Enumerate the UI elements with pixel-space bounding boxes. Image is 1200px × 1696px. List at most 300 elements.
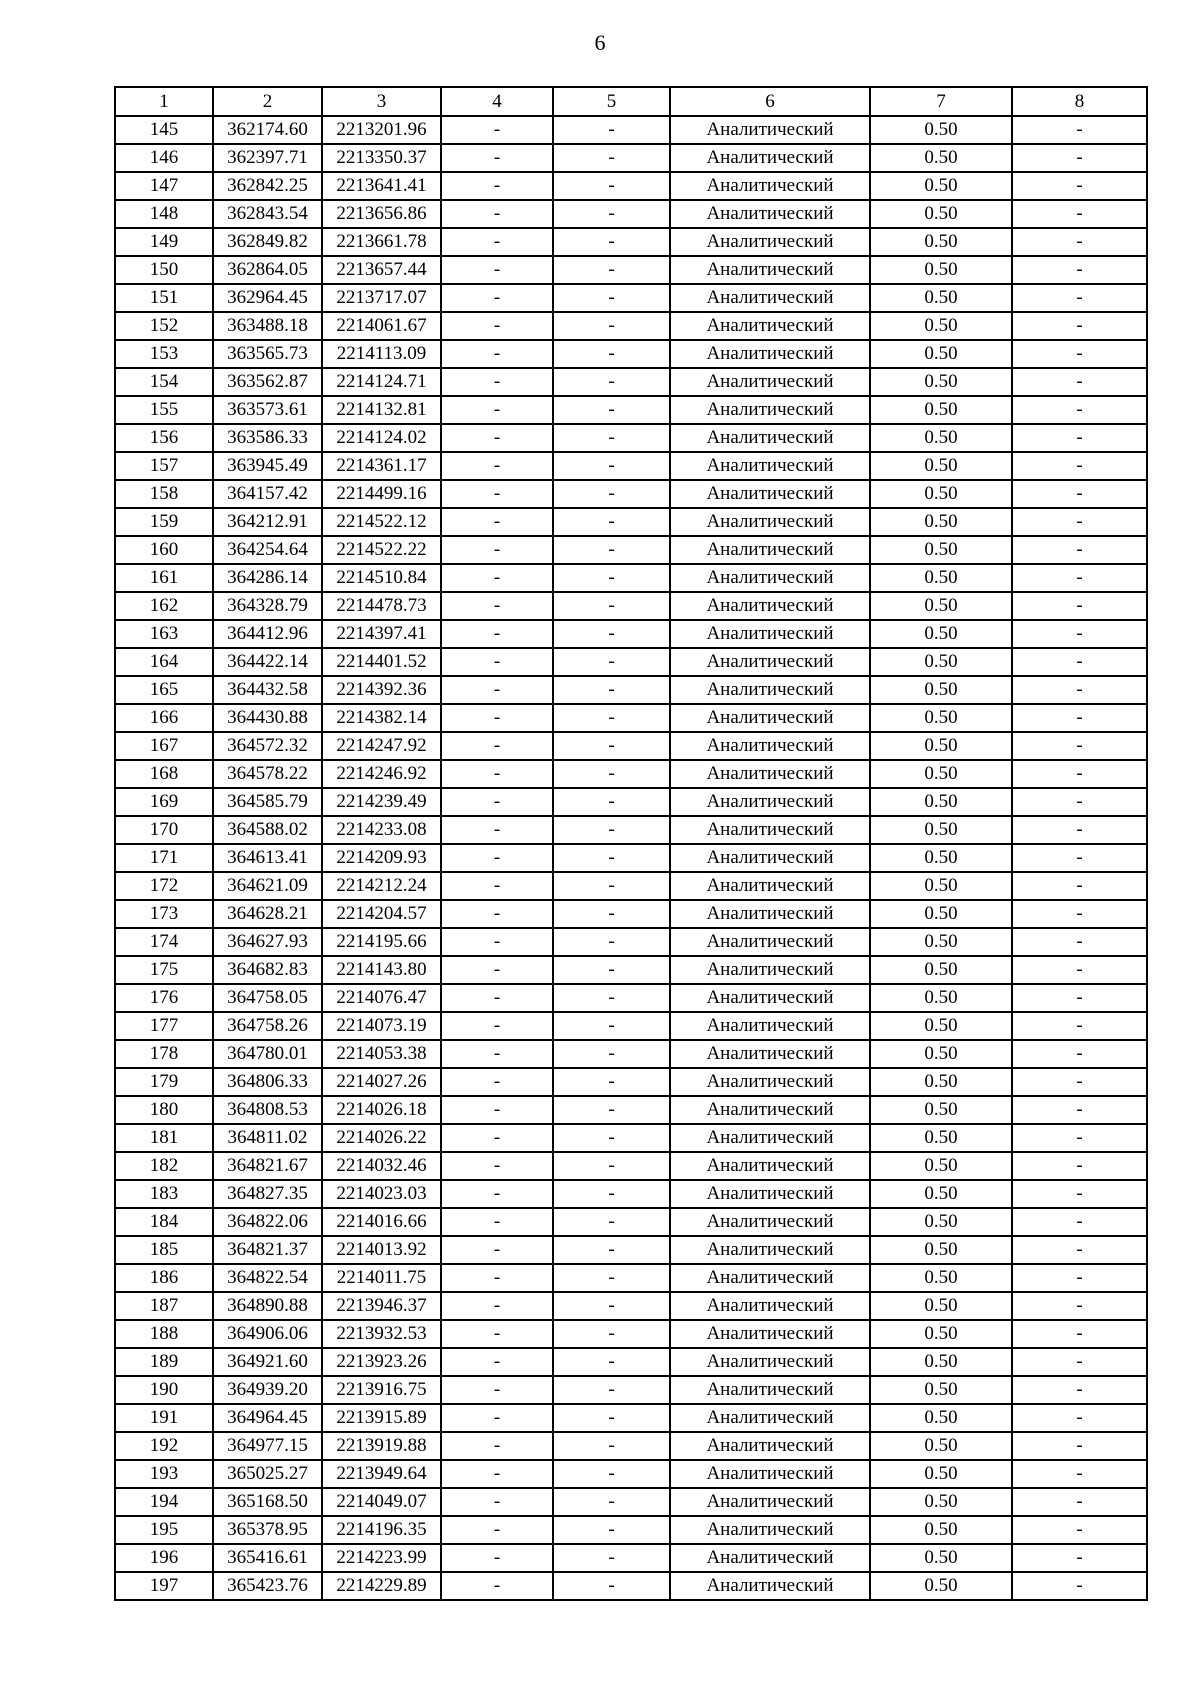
table-row (115, 1376, 1147, 1404)
cell-y-coordinate: 2214522.22 (322, 536, 441, 564)
cell-method: Аналитический (670, 1208, 870, 1236)
cell-col-5: - (553, 1236, 670, 1264)
cell-point-number: 161 (115, 564, 213, 592)
cell-point-number: 197 (115, 1572, 213, 1600)
cell-col-5: - (553, 1544, 670, 1572)
cell-method: Аналитический (670, 200, 870, 228)
table-row (115, 340, 1147, 368)
table-row (115, 1012, 1147, 1040)
cell-accuracy: 0.50 (870, 536, 1012, 564)
cell-col-4: - (441, 1404, 553, 1432)
cell-y-coordinate: 2213661.78 (322, 228, 441, 256)
cell-col-8: - (1012, 144, 1147, 172)
table-row (115, 144, 1147, 172)
cell-col-4: - (441, 144, 553, 172)
cell-col-4: - (441, 256, 553, 284)
table-row (115, 676, 1147, 704)
cell-y-coordinate: 2214053.38 (322, 1040, 441, 1068)
cell-col-5: - (553, 956, 670, 984)
cell-col-5: - (553, 396, 670, 424)
cell-y-coordinate: 2213656.86 (322, 200, 441, 228)
cell-col-5: - (553, 144, 670, 172)
cell-y-coordinate: 2214124.71 (322, 368, 441, 396)
cell-x-coordinate: 364758.05 (213, 984, 322, 1012)
cell-accuracy: 0.50 (870, 312, 1012, 340)
cell-col-8: - (1012, 116, 1147, 144)
cell-accuracy: 0.50 (870, 900, 1012, 928)
cell-col-8: - (1012, 1012, 1147, 1040)
cell-col-4: - (441, 200, 553, 228)
cell-x-coordinate: 364827.35 (213, 1180, 322, 1208)
cell-col-5: - (553, 116, 670, 144)
cell-col-4: - (441, 480, 553, 508)
cell-method: Аналитический (670, 1012, 870, 1040)
cell-x-coordinate: 364806.33 (213, 1068, 322, 1096)
cell-y-coordinate: 2214361.17 (322, 452, 441, 480)
cell-col-4: - (441, 1040, 553, 1068)
cell-y-coordinate: 2214073.19 (322, 1012, 441, 1040)
cell-accuracy: 0.50 (870, 396, 1012, 424)
cell-y-coordinate: 2214233.08 (322, 816, 441, 844)
cell-x-coordinate: 364578.22 (213, 760, 322, 788)
cell-method: Аналитический (670, 620, 870, 648)
cell-method: Аналитический (670, 1068, 870, 1096)
cell-accuracy: 0.50 (870, 480, 1012, 508)
cell-col-8: - (1012, 564, 1147, 592)
cell-accuracy: 0.50 (870, 648, 1012, 676)
cell-accuracy: 0.50 (870, 1208, 1012, 1236)
cell-col-8: - (1012, 1516, 1147, 1544)
cell-x-coordinate: 364613.41 (213, 844, 322, 872)
table-row (115, 1208, 1147, 1236)
cell-col-8: - (1012, 452, 1147, 480)
cell-method: Аналитический (670, 256, 870, 284)
cell-point-number: 164 (115, 648, 213, 676)
cell-method: Аналитический (670, 340, 870, 368)
cell-method: Аналитический (670, 1236, 870, 1264)
cell-y-coordinate: 2214478.73 (322, 592, 441, 620)
cell-point-number: 154 (115, 368, 213, 396)
cell-x-coordinate: 364822.06 (213, 1208, 322, 1236)
cell-col-5: - (553, 872, 670, 900)
cell-col-5: - (553, 480, 670, 508)
table-row (115, 508, 1147, 536)
cell-col-8: - (1012, 900, 1147, 928)
cell-col-4: - (441, 368, 553, 396)
column-header: 7 (870, 87, 1012, 116)
cell-col-4: - (441, 1572, 553, 1600)
cell-y-coordinate: 2214132.81 (322, 396, 441, 424)
cell-y-coordinate: 2214011.75 (322, 1264, 441, 1292)
cell-method: Аналитический (670, 1040, 870, 1068)
cell-x-coordinate: 364811.02 (213, 1124, 322, 1152)
table-row (115, 1096, 1147, 1124)
cell-method: Аналитический (670, 508, 870, 536)
cell-col-8: - (1012, 1432, 1147, 1460)
cell-x-coordinate: 365025.27 (213, 1460, 322, 1488)
cell-col-5: - (553, 508, 670, 536)
cell-y-coordinate: 2213946.37 (322, 1292, 441, 1320)
cell-y-coordinate: 2214397.41 (322, 620, 441, 648)
cell-col-8: - (1012, 788, 1147, 816)
cell-method: Аналитический (670, 536, 870, 564)
cell-point-number: 183 (115, 1180, 213, 1208)
cell-y-coordinate: 2214209.93 (322, 844, 441, 872)
column-header: 2 (213, 87, 322, 116)
cell-col-4: - (441, 564, 553, 592)
cell-y-coordinate: 2214196.35 (322, 1516, 441, 1544)
cell-point-number: 180 (115, 1096, 213, 1124)
cell-y-coordinate: 2214239.49 (322, 788, 441, 816)
cell-method: Аналитический (670, 564, 870, 592)
cell-x-coordinate: 364585.79 (213, 788, 322, 816)
cell-y-coordinate: 2213350.37 (322, 144, 441, 172)
table-row (115, 1236, 1147, 1264)
cell-col-8: - (1012, 1264, 1147, 1292)
cell-accuracy: 0.50 (870, 1320, 1012, 1348)
cell-point-number: 153 (115, 340, 213, 368)
cell-col-8: - (1012, 200, 1147, 228)
cell-method: Аналитический (670, 592, 870, 620)
table-row (115, 1040, 1147, 1068)
cell-y-coordinate: 2214023.03 (322, 1180, 441, 1208)
cell-method: Аналитический (670, 732, 870, 760)
cell-x-coordinate: 364254.64 (213, 536, 322, 564)
cell-point-number: 157 (115, 452, 213, 480)
cell-col-4: - (441, 1124, 553, 1152)
cell-col-8: - (1012, 1236, 1147, 1264)
table-row (115, 1432, 1147, 1460)
cell-point-number: 189 (115, 1348, 213, 1376)
cell-col-5: - (553, 1348, 670, 1376)
cell-x-coordinate: 364157.42 (213, 480, 322, 508)
cell-col-5: - (553, 732, 670, 760)
cell-accuracy: 0.50 (870, 732, 1012, 760)
cell-col-4: - (441, 536, 553, 564)
table-row (115, 956, 1147, 984)
cell-col-4: - (441, 396, 553, 424)
cell-col-4: - (441, 704, 553, 732)
cell-x-coordinate: 364572.32 (213, 732, 322, 760)
cell-col-4: - (441, 648, 553, 676)
cell-col-5: - (553, 1292, 670, 1320)
cell-x-coordinate: 363488.18 (213, 312, 322, 340)
cell-col-8: - (1012, 256, 1147, 284)
cell-col-4: - (441, 620, 553, 648)
cell-point-number: 174 (115, 928, 213, 956)
cell-accuracy: 0.50 (870, 928, 1012, 956)
cell-col-4: - (441, 760, 553, 788)
cell-col-8: - (1012, 872, 1147, 900)
cell-point-number: 176 (115, 984, 213, 1012)
cell-point-number: 192 (115, 1432, 213, 1460)
table-row (115, 592, 1147, 620)
cell-col-5: - (553, 340, 670, 368)
cell-method: Аналитический (670, 676, 870, 704)
table-row (115, 1152, 1147, 1180)
cell-col-8: - (1012, 1124, 1147, 1152)
cell-x-coordinate: 363562.87 (213, 368, 322, 396)
cell-col-8: - (1012, 1348, 1147, 1376)
cell-accuracy: 0.50 (870, 564, 1012, 592)
cell-accuracy: 0.50 (870, 1012, 1012, 1040)
cell-accuracy: 0.50 (870, 424, 1012, 452)
cell-accuracy: 0.50 (870, 172, 1012, 200)
cell-point-number: 191 (115, 1404, 213, 1432)
cell-point-number: 148 (115, 200, 213, 228)
cell-col-8: - (1012, 760, 1147, 788)
cell-method: Аналитический (670, 1376, 870, 1404)
cell-point-number: 178 (115, 1040, 213, 1068)
cell-point-number: 145 (115, 116, 213, 144)
cell-point-number: 188 (115, 1320, 213, 1348)
cell-col-4: - (441, 676, 553, 704)
table-row (115, 844, 1147, 872)
cell-point-number: 150 (115, 256, 213, 284)
cell-x-coordinate: 364977.15 (213, 1432, 322, 1460)
cell-method: Аналитический (670, 1096, 870, 1124)
cell-accuracy: 0.50 (870, 284, 1012, 312)
table-row (115, 872, 1147, 900)
cell-col-5: - (553, 704, 670, 732)
cell-col-5: - (553, 1124, 670, 1152)
cell-col-8: - (1012, 956, 1147, 984)
cell-x-coordinate: 364627.93 (213, 928, 322, 956)
cell-accuracy: 0.50 (870, 676, 1012, 704)
cell-point-number: 156 (115, 424, 213, 452)
cell-y-coordinate: 2213916.75 (322, 1376, 441, 1404)
cell-accuracy: 0.50 (870, 340, 1012, 368)
cell-col-5: - (553, 312, 670, 340)
cell-y-coordinate: 2213949.64 (322, 1460, 441, 1488)
cell-method: Аналитический (670, 844, 870, 872)
cell-accuracy: 0.50 (870, 1124, 1012, 1152)
cell-accuracy: 0.50 (870, 1488, 1012, 1516)
table-header-row (115, 87, 1147, 116)
cell-x-coordinate: 364328.79 (213, 592, 322, 620)
cell-point-number: 171 (115, 844, 213, 872)
cell-point-number: 166 (115, 704, 213, 732)
cell-col-8: - (1012, 1180, 1147, 1208)
cell-x-coordinate: 362849.82 (213, 228, 322, 256)
cell-col-5: - (553, 1152, 670, 1180)
cell-accuracy: 0.50 (870, 368, 1012, 396)
table-row (115, 312, 1147, 340)
cell-col-4: - (441, 340, 553, 368)
cell-x-coordinate: 364822.54 (213, 1264, 322, 1292)
cell-y-coordinate: 2214195.66 (322, 928, 441, 956)
table-row (115, 1292, 1147, 1320)
cell-point-number: 168 (115, 760, 213, 788)
cell-col-5: - (553, 900, 670, 928)
cell-point-number: 149 (115, 228, 213, 256)
table-row (115, 788, 1147, 816)
cell-col-4: - (441, 228, 553, 256)
cell-x-coordinate: 363565.73 (213, 340, 322, 368)
cell-point-number: 170 (115, 816, 213, 844)
cell-accuracy: 0.50 (870, 1460, 1012, 1488)
cell-accuracy: 0.50 (870, 844, 1012, 872)
cell-col-4: - (441, 844, 553, 872)
cell-method: Аналитический (670, 1516, 870, 1544)
cell-col-5: - (553, 928, 670, 956)
cell-col-5: - (553, 1068, 670, 1096)
cell-col-5: - (553, 1320, 670, 1348)
cell-col-5: - (553, 648, 670, 676)
cell-col-8: - (1012, 1404, 1147, 1432)
cell-method: Аналитический (670, 760, 870, 788)
cell-x-coordinate: 365378.95 (213, 1516, 322, 1544)
cell-col-5: - (553, 424, 670, 452)
table-row (115, 1180, 1147, 1208)
cell-y-coordinate: 2214049.07 (322, 1488, 441, 1516)
cell-col-8: - (1012, 928, 1147, 956)
cell-x-coordinate: 364921.60 (213, 1348, 322, 1376)
cell-x-coordinate: 362964.45 (213, 284, 322, 312)
cell-accuracy: 0.50 (870, 1264, 1012, 1292)
cell-col-4: - (441, 284, 553, 312)
cell-col-5: - (553, 1432, 670, 1460)
cell-point-number: 162 (115, 592, 213, 620)
cell-col-4: - (441, 984, 553, 1012)
cell-col-4: - (441, 956, 553, 984)
cell-col-8: - (1012, 312, 1147, 340)
cell-x-coordinate: 364628.21 (213, 900, 322, 928)
cell-x-coordinate: 364588.02 (213, 816, 322, 844)
cell-col-8: - (1012, 228, 1147, 256)
cell-x-coordinate: 364682.83 (213, 956, 322, 984)
cell-x-coordinate: 364212.91 (213, 508, 322, 536)
cell-method: Аналитический (670, 956, 870, 984)
table-row (115, 1460, 1147, 1488)
table-row (115, 900, 1147, 928)
cell-method: Аналитический (670, 1124, 870, 1152)
cell-y-coordinate: 2214499.16 (322, 480, 441, 508)
cell-col-8: - (1012, 1544, 1147, 1572)
cell-x-coordinate: 364621.09 (213, 872, 322, 900)
table-row (115, 928, 1147, 956)
cell-accuracy: 0.50 (870, 116, 1012, 144)
cell-point-number: 193 (115, 1460, 213, 1488)
table-row (115, 424, 1147, 452)
cell-col-8: - (1012, 1152, 1147, 1180)
cell-method: Аналитический (670, 1348, 870, 1376)
table-row (115, 1516, 1147, 1544)
cell-col-5: - (553, 564, 670, 592)
cell-col-5: - (553, 1460, 670, 1488)
cell-col-4: - (441, 1012, 553, 1040)
cell-col-4: - (441, 592, 553, 620)
cell-y-coordinate: 2214061.67 (322, 312, 441, 340)
table-row (115, 732, 1147, 760)
table-row (115, 116, 1147, 144)
cell-y-coordinate: 2214510.84 (322, 564, 441, 592)
cell-col-4: - (441, 788, 553, 816)
cell-col-4: - (441, 452, 553, 480)
cell-col-4: - (441, 1432, 553, 1460)
cell-method: Аналитический (670, 872, 870, 900)
cell-point-number: 172 (115, 872, 213, 900)
table-body (115, 116, 1147, 1600)
table-row (115, 1124, 1147, 1152)
cell-col-8: - (1012, 648, 1147, 676)
cell-col-4: - (441, 1292, 553, 1320)
table-row (115, 760, 1147, 788)
cell-col-5: - (553, 620, 670, 648)
cell-y-coordinate: 2214013.92 (322, 1236, 441, 1264)
cell-accuracy: 0.50 (870, 1572, 1012, 1600)
cell-accuracy: 0.50 (870, 1152, 1012, 1180)
cell-col-5: - (553, 1376, 670, 1404)
table-row (115, 1572, 1147, 1600)
cell-y-coordinate: 2214246.92 (322, 760, 441, 788)
cell-method: Аналитический (670, 1292, 870, 1320)
cell-col-8: - (1012, 1096, 1147, 1124)
cell-y-coordinate: 2214113.09 (322, 340, 441, 368)
cell-col-8: - (1012, 172, 1147, 200)
table-row (115, 256, 1147, 284)
cell-point-number: 196 (115, 1544, 213, 1572)
cell-y-coordinate: 2213657.44 (322, 256, 441, 284)
cell-col-8: - (1012, 536, 1147, 564)
cell-accuracy: 0.50 (870, 816, 1012, 844)
cell-point-number: 185 (115, 1236, 213, 1264)
table-row (115, 536, 1147, 564)
cell-accuracy: 0.50 (870, 984, 1012, 1012)
cell-accuracy: 0.50 (870, 1348, 1012, 1376)
cell-col-8: - (1012, 704, 1147, 732)
cell-point-number: 182 (115, 1152, 213, 1180)
coordinates-table (114, 86, 1148, 1601)
cell-x-coordinate: 364422.14 (213, 648, 322, 676)
cell-method: Аналитический (670, 984, 870, 1012)
cell-col-8: - (1012, 1320, 1147, 1348)
cell-y-coordinate: 2214212.24 (322, 872, 441, 900)
table-row (115, 564, 1147, 592)
cell-x-coordinate: 363586.33 (213, 424, 322, 452)
cell-point-number: 152 (115, 312, 213, 340)
cell-col-4: - (441, 1208, 553, 1236)
cell-method: Аналитический (670, 1460, 870, 1488)
cell-col-5: - (553, 1572, 670, 1600)
cell-x-coordinate: 364412.96 (213, 620, 322, 648)
cell-accuracy: 0.50 (870, 1544, 1012, 1572)
table-row (115, 1264, 1147, 1292)
cell-accuracy: 0.50 (870, 1096, 1012, 1124)
table-row (115, 480, 1147, 508)
table-row (115, 1544, 1147, 1572)
cell-col-4: - (441, 1320, 553, 1348)
cell-point-number: 187 (115, 1292, 213, 1320)
cell-method: Аналитический (670, 1264, 870, 1292)
column-header: 6 (670, 87, 870, 116)
cell-col-5: - (553, 592, 670, 620)
cell-col-4: - (441, 1096, 553, 1124)
cell-method: Аналитический (670, 424, 870, 452)
cell-col-5: - (553, 1208, 670, 1236)
cell-accuracy: 0.50 (870, 1432, 1012, 1460)
cell-point-number: 177 (115, 1012, 213, 1040)
cell-col-4: - (441, 1516, 553, 1544)
cell-y-coordinate: 2214223.99 (322, 1544, 441, 1572)
cell-x-coordinate: 364964.45 (213, 1404, 322, 1432)
cell-accuracy: 0.50 (870, 508, 1012, 536)
cell-col-5: - (553, 1180, 670, 1208)
cell-col-4: - (441, 1236, 553, 1264)
cell-col-4: - (441, 872, 553, 900)
cell-point-number: 194 (115, 1488, 213, 1516)
cell-col-8: - (1012, 1292, 1147, 1320)
